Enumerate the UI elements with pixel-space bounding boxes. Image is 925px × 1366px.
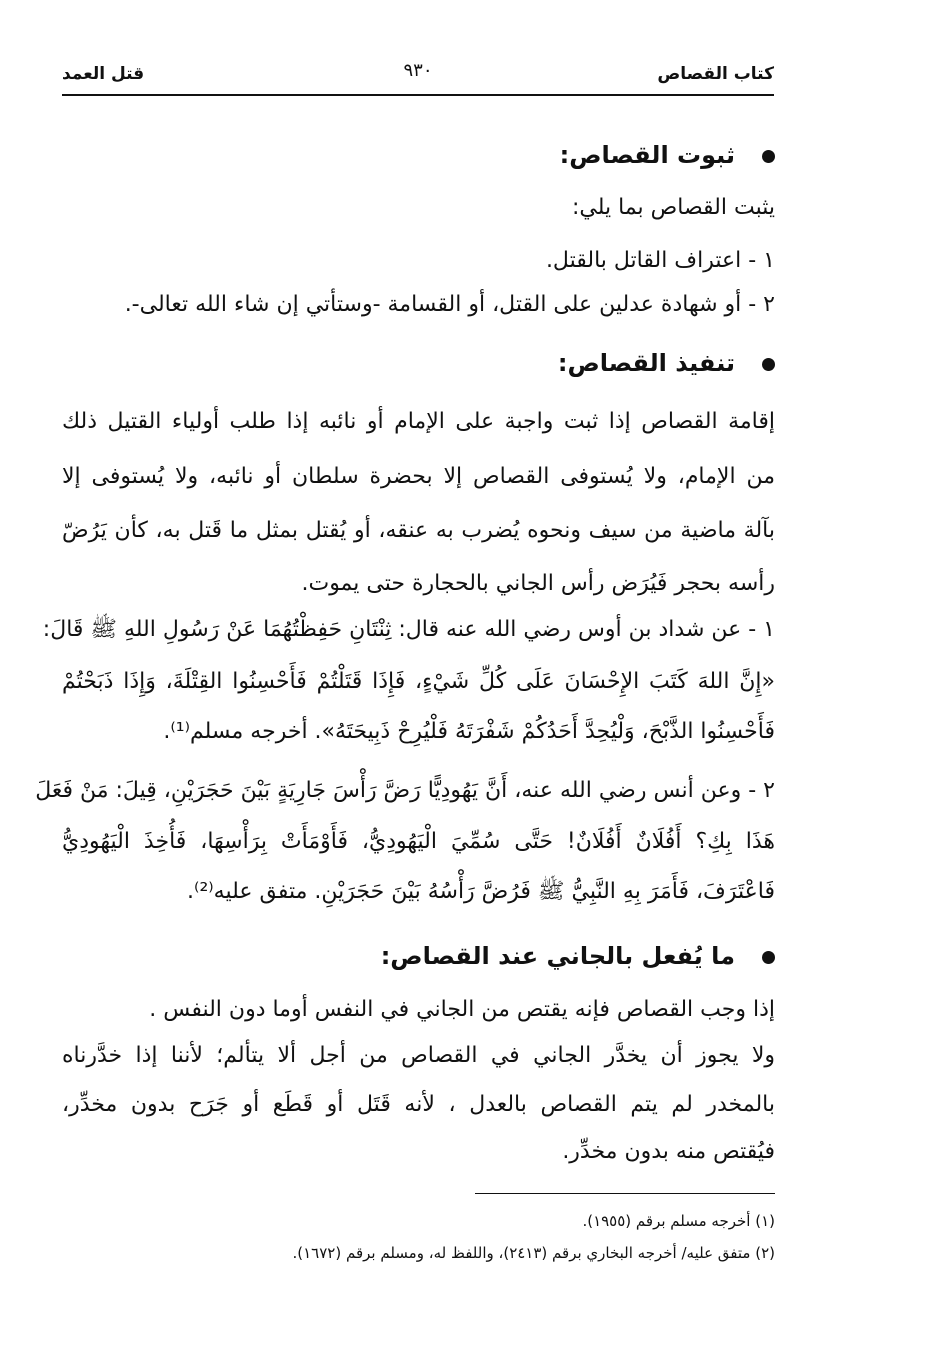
page-number: ٩٣٠ bbox=[403, 60, 433, 81]
section-heading-execution: تنفيذ القصاص: bbox=[557, 349, 735, 377]
footnote-2: (٢) متفق عليه/ أخرجه البخاري برقم (٢٤١٣)، واللفظ له، ومسلم برقم (١٦٧٢). bbox=[292, 1244, 775, 1262]
header-rule bbox=[62, 94, 774, 96]
execution-paragraph-line: إقامة القصاص إذا ثبت واجبة على الإمام أو نائبه إذا طلب أولياء القتيل ذلك bbox=[62, 409, 775, 434]
proof-item-1: ١ - اعتراف القاتل بالقتل. bbox=[545, 248, 775, 273]
hadith-2-line: ٢ - وعن أنس رضي الله عنه، أَنَّ يَهُودِيًّا رَضَّ رَأْسَ جَارِيَةٍ بَيْنَ حَجَرَيْنِ، قِيلَ: مَنْ فَعَلَ bbox=[35, 778, 775, 803]
bullet-icon bbox=[762, 150, 775, 163]
execution-paragraph-line: من الإمام، ولا يُستوفى القصاص إلا بحضرة سلطان أو نائبه، ولا يُستوفى إلا bbox=[62, 464, 775, 489]
proof-intro: يثبت القصاص بما يلي: bbox=[571, 195, 775, 220]
hadith-1-line: ١ - عن شداد بن أوس رضي الله عنه قال: ثِنْتَانِ حَفِظْتُهُمَا عَنْ رَسُولِ اللهِ ﷺ قَالَ: bbox=[42, 617, 775, 642]
book-title: كتاب القصاص bbox=[657, 64, 774, 84]
section-heading-proof: ثبوت القصاص: bbox=[559, 141, 735, 169]
chapter-title: قتل العمد bbox=[62, 64, 145, 84]
bullet-icon bbox=[762, 951, 775, 964]
bullet-icon bbox=[762, 358, 775, 371]
anesthesia-line: بالمخدر لم يتم القصاص بالعدل ، لأنه قَتَل أو قَطَع أو جَرَح بدون مخدِّر، bbox=[62, 1092, 775, 1117]
execution-paragraph-line: بآلة ماضية من سيف ونحوه يُضرب به عنقه، أو يُقتل بمثل ما قَتل به، كأن يَرُضّ bbox=[62, 518, 775, 543]
footnote-1: (١) أخرجه مسلم برقم (١٩٥٥). bbox=[582, 1212, 775, 1230]
execution-paragraph-line: رأسه بحجر فَيُرَض رأس الجاني بالحجارة حتى يموت. bbox=[301, 571, 775, 596]
anesthesia-line: ولا يجوز أن يخدَّر الجاني في القصاص من أجل ألا يتألم؛ لأننا إذا خدَّرناه bbox=[62, 1043, 775, 1068]
hadith-2-line: فَاعْتَرَفَ، فَأَمَرَ بِهِ النَّبِيُّ ﷺ فَرُضَّ رَأْسُهُ بَيْنَ حَجَرَيْنِ. متفق عليه⁽²⁾. bbox=[187, 879, 775, 904]
anesthesia-line: إذا وجب القصاص فإنه يقتص من الجاني في النفس أوما دون النفس . bbox=[149, 997, 775, 1022]
footnote-separator bbox=[475, 1193, 775, 1194]
hadith-1-line: فَأَحْسِنُوا الذَّبْحَ، وَلْيُحِدَّ أَحَدُكُمْ شَفْرَتَهُ فَلْيُرِحْ ذَبِيحَتَهُ». أخرجه مسلم⁽¹⁾. bbox=[163, 719, 775, 744]
page-header bbox=[62, 60, 774, 96]
hadith-2-line: هَذَا بِكِ؟ أَفُلَانٌ أَفُلَانٌ! حَتَّى سُمِّيَ الْيَهُودِيُّ، فَأَوْمَأَتْ بِرَأْسِهَا، فَأُخِذَ الْيَهُودِيُّ bbox=[62, 829, 775, 854]
hadith-1-line: «إِنَّ اللهَ كَتَبَ الإِحْسَانَ عَلَى كُلِّ شَيْءٍ، فَإِذَا قَتَلْتُمْ فَأَحْسِنُوا القِتْلَةَ، وَإِذَا ذَبَحْتُمْ bbox=[62, 669, 775, 694]
proof-item-2: ٢ - أو شهادة عدلين على القتل، أو القسامة -وستأتي إن شاء الله تعالى-. bbox=[124, 292, 775, 317]
section-heading-anesthesia: ما يُفعل بالجاني عند القصاص: bbox=[380, 942, 735, 970]
anesthesia-line: فيُقتص منه بدون مخدِّر. bbox=[562, 1139, 775, 1164]
